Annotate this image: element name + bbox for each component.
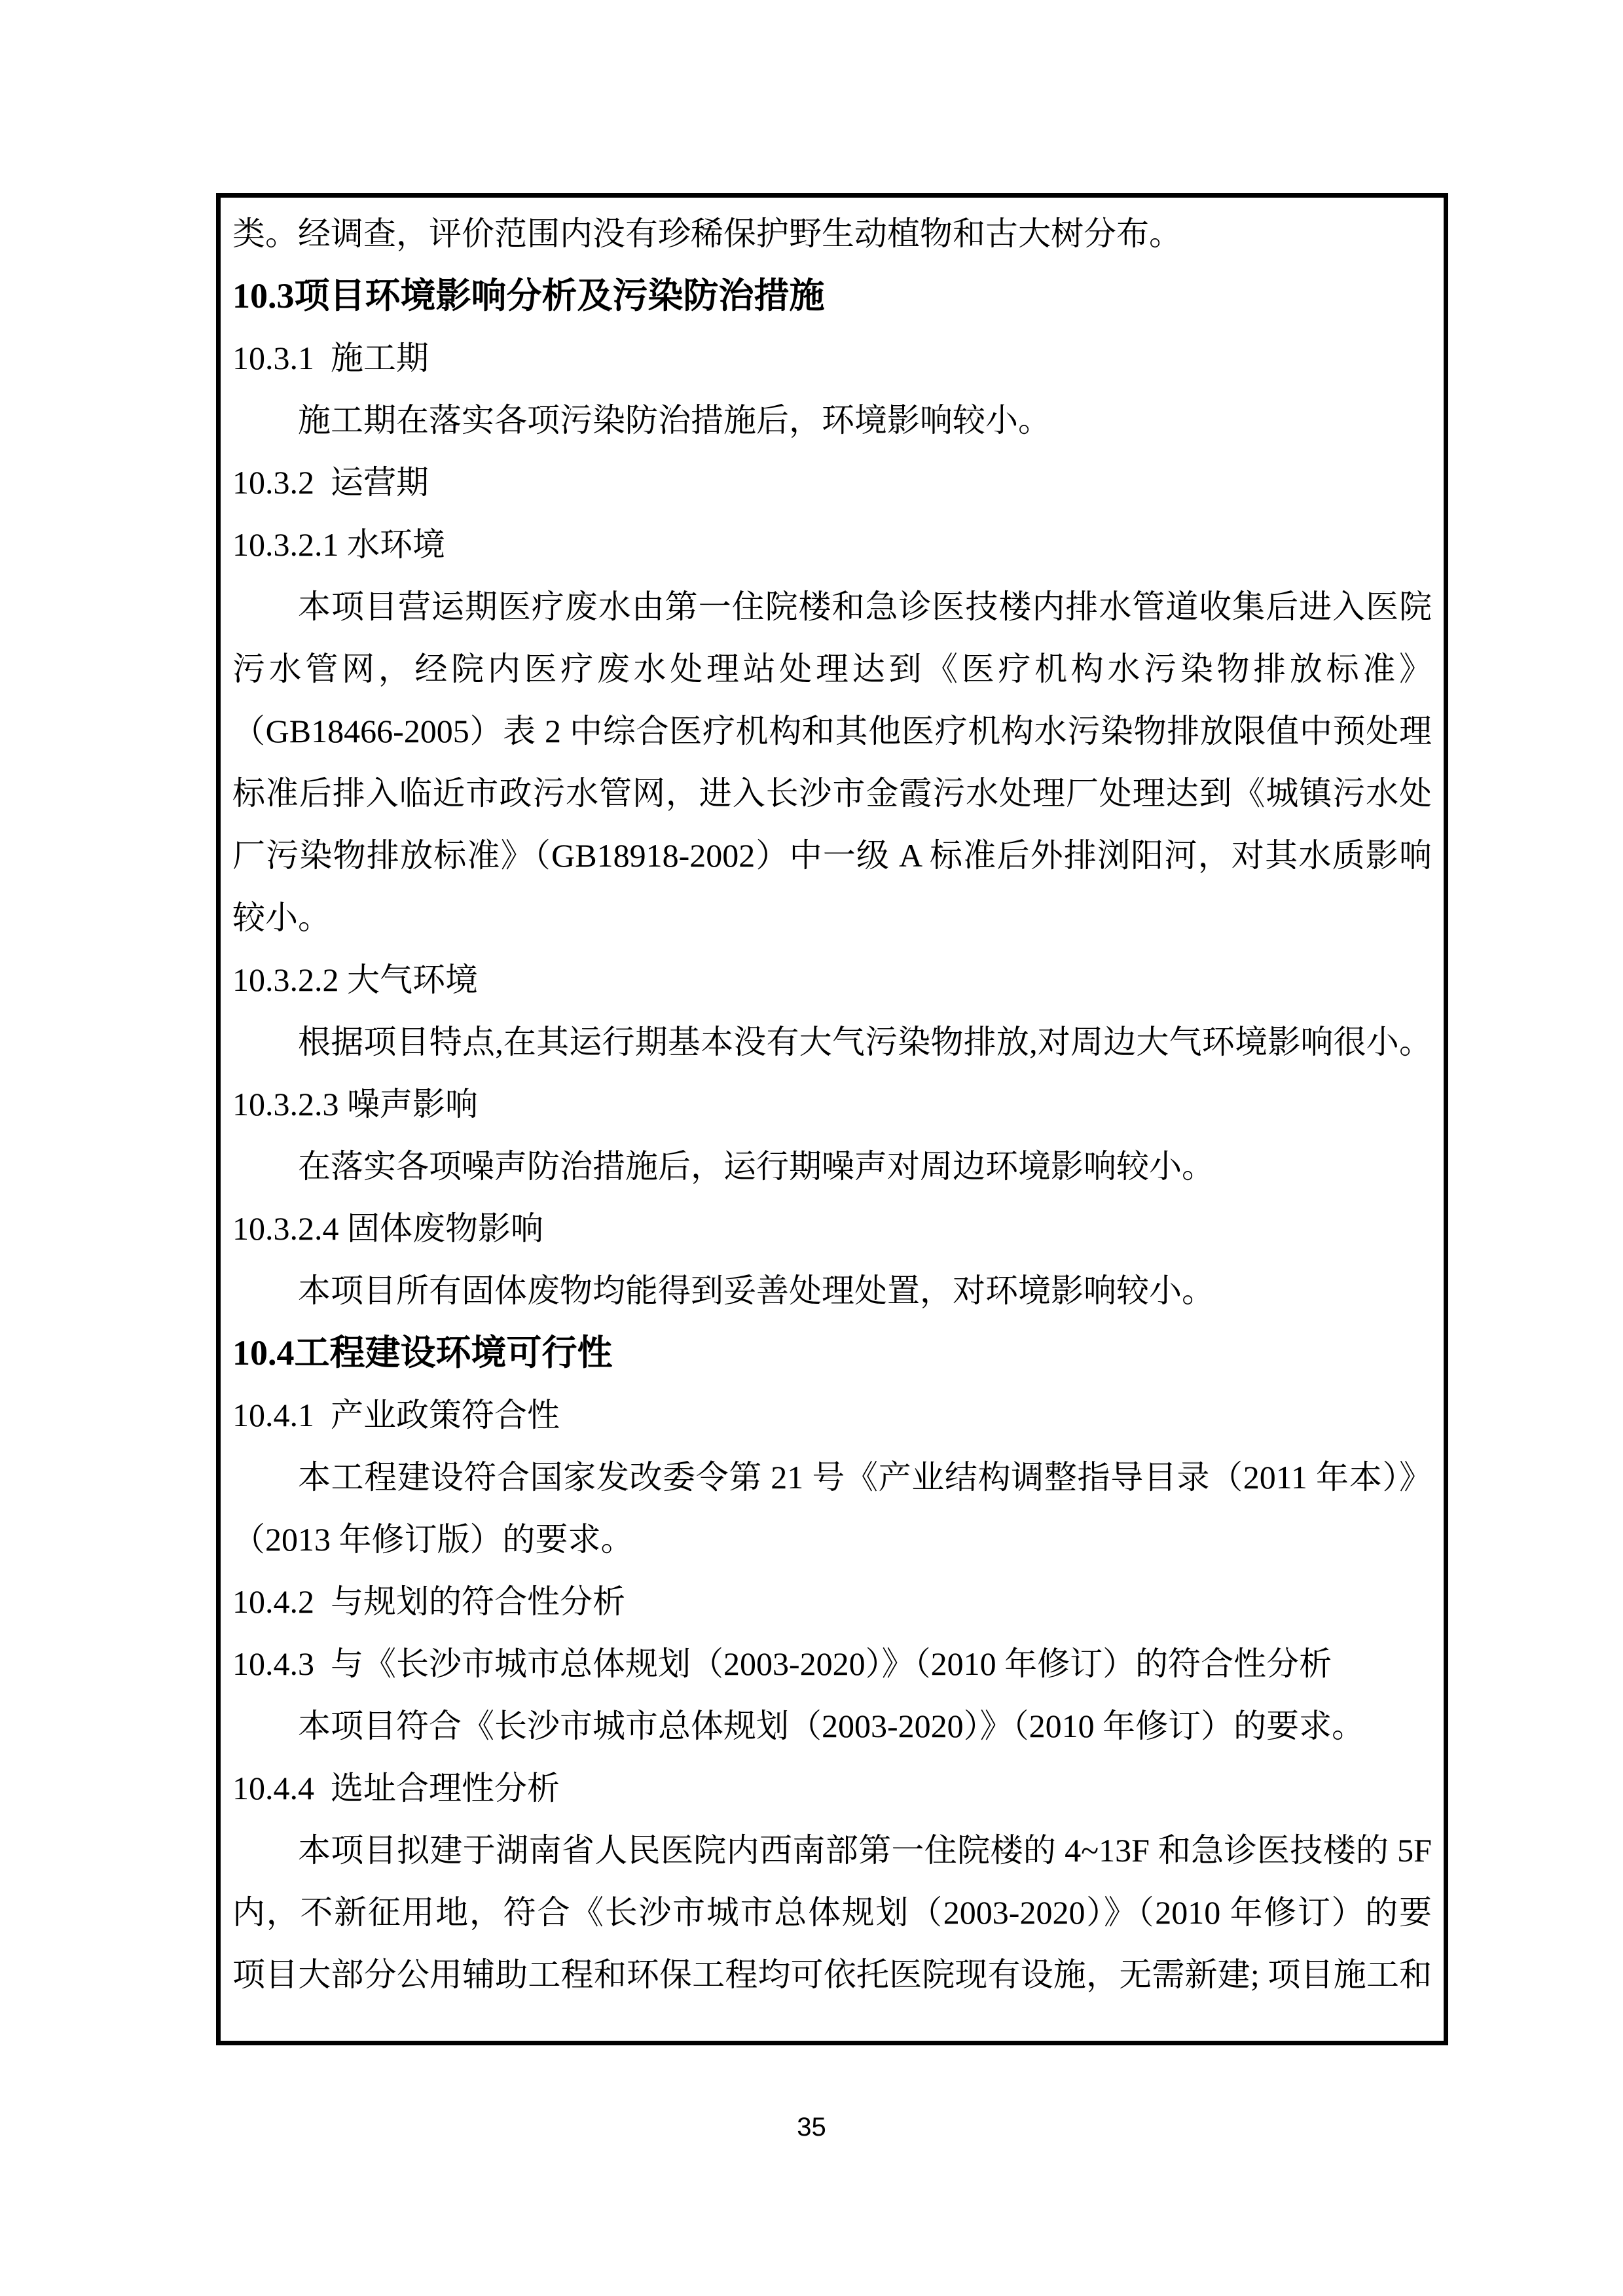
text-line: 10.3.2.1 水环境: [232, 526, 445, 563]
text-line: 10.3.2.3 噪声影响: [232, 1086, 478, 1122]
text-line: 根据项目特点,在其运行期基本没有大气污染物排放,对周边大气环境影响很小。: [298, 1024, 1432, 1060]
text-line: 10.4工程建设环境可行性: [232, 1333, 613, 1372]
text-line: 10.3.2.4 固体废物影响: [232, 1210, 543, 1247]
text-line: 本项目所有固体废物均能得到妥善处理处置，对环境影响较小。: [298, 1272, 1214, 1309]
text-line: 污水管网，经院内医疗废水处理站处理达到《医疗机构水污染物排放标准》: [232, 651, 1432, 687]
text-line: 本项目营运期医疗废水由第一住院楼和急诊医技楼内排水管道收集后进入医院: [298, 588, 1432, 625]
text-line: 施工期在落实各项污染防治措施后，环境影响较小。: [298, 402, 1051, 439]
text-line: 10.3.1 施工期: [232, 340, 429, 376]
text-line: 10.4.2 与规划的符合性分析: [232, 1583, 625, 1620]
text-line: 10.4.1 产业政策符合性: [232, 1397, 560, 1433]
text-line: 标准后排入临近市政污水管网，进入长沙市金霞污水处理厂处理达到《城镇污水处: [232, 775, 1432, 812]
text-line: 厂污染物排放标准》（GB18918-2002）中一级 A 标准后外排浏阳河，对其水质影响: [232, 837, 1432, 874]
text-line: 本项目拟建于湖南省人民医院内西南部第一住院楼的 4~13F 和急诊医技楼的 5F: [298, 1832, 1432, 1869]
document-lines: [221, 198, 1444, 2006]
text-line: （GB18466-2005）表 2 中综合医疗机构和其他医疗机构水污染物排放限值中预处理: [232, 713, 1432, 749]
text-line: 10.4.4 选址合理性分析: [232, 1770, 560, 1806]
text-line: 在落实各项噪声防治措施后，运行期噪声对周边环境影响较小。: [298, 1148, 1214, 1185]
text-line: 较小。: [232, 899, 331, 936]
text-line: 内，不新征用地，符合《长沙市城市总体规划（2003-2020）》（2010 年修订）的要: [232, 1894, 1432, 1931]
text-line: 10.4.3 与《长沙市城市总体规划（2003-2020）》（2010 年修订）的符合性分析: [232, 1645, 1332, 1682]
text-line: 本项目符合《长沙市城市总体规划（2003-2020）》（2010 年修订）的要求。: [298, 1708, 1365, 1744]
text-line: 10.3.2 运营期: [232, 464, 429, 501]
page-number: 35: [797, 2113, 826, 2142]
text-line: 10.3.2.2 大气环境: [232, 961, 478, 998]
content-border-box: [216, 193, 1448, 2045]
text-line: 类。经调查，评价范围内没有珍稀保护野生动植物和古大树分布。: [232, 215, 1182, 252]
text-line: 项目大部分公用辅助工程和环保工程均可依托医院现有设施，无需新建; 项目施工和: [232, 1956, 1432, 1993]
text-line: （2013 年修订版）的要求。: [232, 1521, 634, 1558]
text-line: 10.3项目环境影响分析及污染防治措施: [232, 276, 825, 315]
text-line: 本工程建设符合国家发改委令第 21 号《产业结构调整指导目录（2011 年本）》: [298, 1459, 1432, 1496]
